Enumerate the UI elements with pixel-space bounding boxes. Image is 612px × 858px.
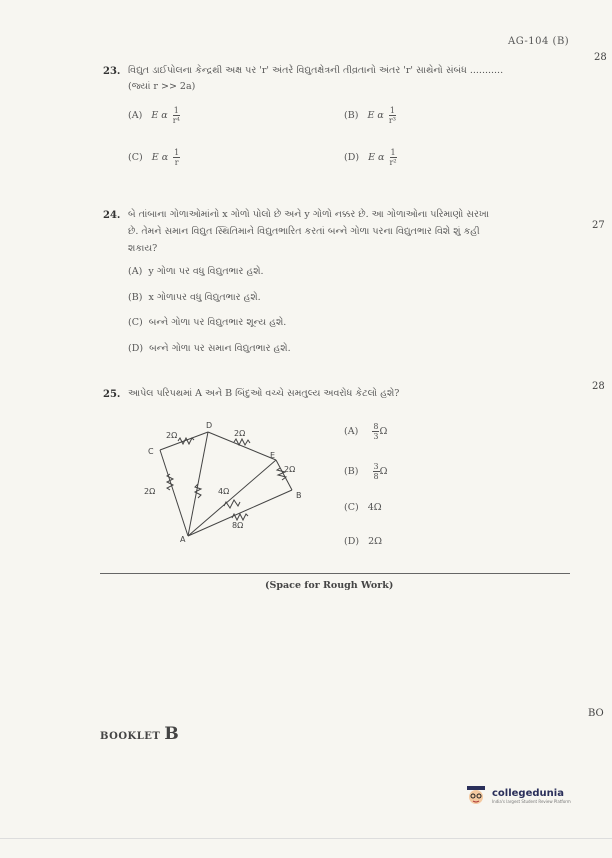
q24-option-b[interactable]: (B) x ગોળાપર વધુ વિદ્યુતભાર હશે.: [128, 292, 261, 303]
question-23-number: 23.: [103, 66, 121, 77]
q23-option-b[interactable]: (B) E α $\frac{1}{\text{r³}}$: [344, 106, 396, 125]
node-c-label: C: [148, 447, 154, 456]
mascot-icon: [463, 784, 489, 808]
edge-number-top: 28: [594, 52, 607, 63]
resistor-cd: [178, 438, 194, 444]
booklet-letter: B: [164, 724, 180, 744]
q25-option-a[interactable]: (A) $\frac{8}{3}$ Ω: [344, 422, 388, 441]
q23-option-a[interactable]: (A) E α $\frac{1}{\text{r⁴}}$: [128, 106, 180, 125]
question-25-text: આપેલ પરિપથમાં A અને B બિંદુઓ વચ્ચે સમતુલ્ય અવરોધ કેટલો હશે?: [128, 388, 400, 399]
rough-work-label: (Space for Rough Work): [265, 580, 394, 591]
q24-option-c[interactable]: (C) બન્ને ગોળા પર વિદ્યુતભાર શૂન્ય હશે.: [128, 317, 287, 328]
wire-a-c: [160, 450, 188, 536]
question-24-line-2: છે. તેમને સમાન વિદ્યુત સ્થિતિમાને વિદ્યુતભારિત કરતાં બન્ને ગોળા પરના વિદ્યુતભાર વિશે શું કહી: [128, 226, 480, 237]
resistor-ab: [232, 514, 248, 520]
paper-code: AG-104 (B): [508, 36, 570, 47]
node-a-label: A: [180, 535, 186, 544]
q25-option-c[interactable]: (C) 4Ω: [344, 502, 382, 513]
resistor-label-de: 2Ω: [234, 429, 246, 438]
circuit-diagram: [140, 418, 320, 548]
logo-tagline: India's largest Student Review Platform: [492, 799, 571, 804]
resistor-label-ac: 2Ω: [144, 487, 156, 496]
node-e-label: E: [270, 451, 276, 460]
edge-number-lower: 28: [592, 381, 605, 392]
question-24-line-3: શકાય?: [128, 243, 158, 254]
edge-number-mid: 27: [592, 220, 605, 231]
booklet-label: BOOKLET B: [100, 724, 180, 744]
node-d-label: D: [206, 421, 213, 430]
resistor-label-cd: 2Ω: [166, 431, 178, 440]
question-23-text: વિદ્યુત ડાઈપોલના કેન્દ્રથી અક્ષ પર 'r' અંતરે વિદ્યુતક્ષેત્રની તીવ્રતાનો અંતર 'r' સાથેનો સંબંધ ...........: [128, 65, 504, 76]
collegedunia-logo[interactable]: [463, 784, 571, 808]
resistor-label-ae: 4Ω: [218, 487, 230, 496]
question-24-line-1: બે તાંબાના ગોળાઓમાંનો x ગોળો પોલો છે અને y ગોળો નક્કર છે. આ ગોળાઓના પરિમાણો સરખા: [128, 209, 489, 220]
edge-number-bottom: BO: [588, 708, 604, 719]
q25-option-b[interactable]: (B) $\frac{3}{8}$ Ω: [344, 462, 388, 481]
q24-option-a[interactable]: (A) y ગોળા પર વધુ વિદ્યુતભાર હશે.: [128, 266, 264, 277]
q23-option-c[interactable]: (C) E α $\frac{1}{r}$: [128, 148, 180, 167]
page-fold-line: [0, 838, 612, 839]
logo-name: collegedunia: [492, 788, 564, 799]
question-24-number: 24.: [103, 210, 121, 221]
node-b-label: B: [296, 491, 302, 500]
question-23-note: (જ્યાં r >> 2a): [128, 81, 196, 92]
resistor-label-eb: 2Ω: [284, 465, 296, 474]
question-25-number: 25.: [103, 389, 121, 400]
q25-option-d[interactable]: (D) 2Ω: [344, 536, 383, 547]
q24-option-d[interactable]: (D) બન્ને ગોળા પર સમાન વિદ્યુતભાર હશે.: [128, 343, 291, 354]
resistor-ae: [224, 500, 240, 508]
rough-work-divider: [100, 573, 570, 574]
resistor-label-ab: 8Ω: [232, 521, 244, 530]
q23-option-d[interactable]: (D) E α $\frac{1}{\text{r²}}$: [344, 148, 397, 167]
